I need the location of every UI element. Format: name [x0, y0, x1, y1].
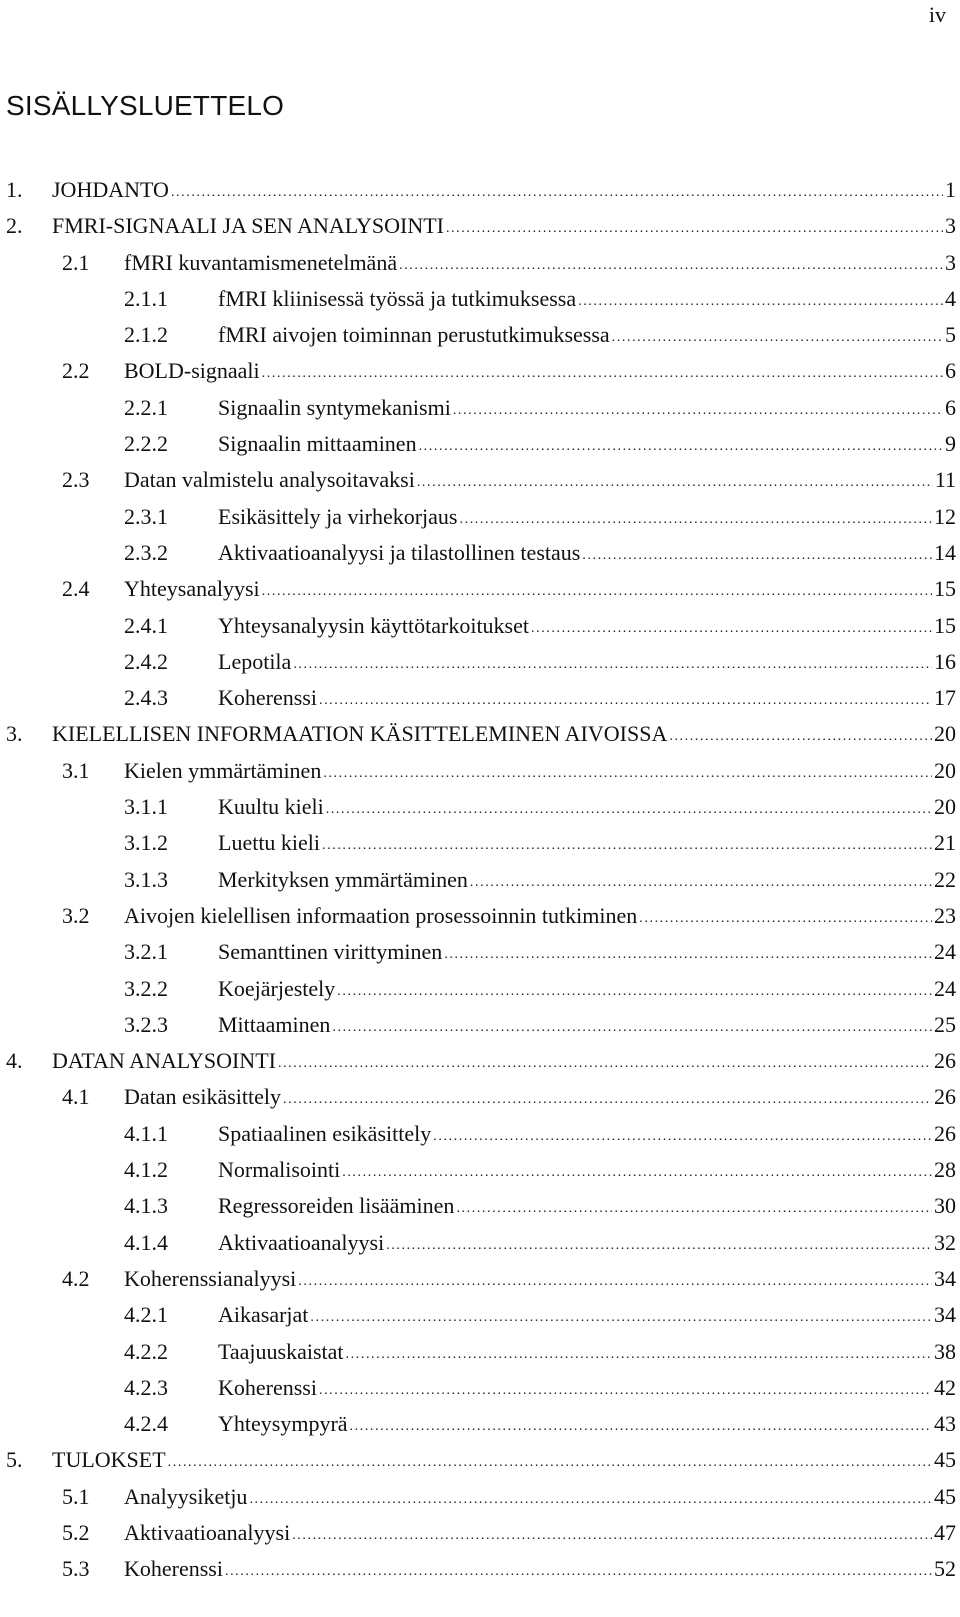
- dot-leader: [298, 1264, 932, 1300]
- toc-entry[interactable]: [0, 1442, 960, 1478]
- dot-leader: [262, 356, 943, 392]
- toc-entry-label: fMRI aivojen toiminnan perustutkimuksessa: [218, 322, 610, 348]
- dot-leader: [578, 284, 943, 320]
- toc-entry-label: KIELELLISEN INFORMAATION KÄSITTELEMINEN AIVOISSA: [52, 721, 668, 747]
- toc-entry-page: 3: [945, 213, 956, 239]
- toc-entry-label: Esikäsittely ja virhekorjaus: [218, 503, 458, 529]
- toc-entry-page: 5: [945, 322, 956, 348]
- toc-entry[interactable]: [0, 1406, 960, 1442]
- toc-entry-page: 4: [945, 285, 956, 311]
- toc-entry-number: 2.2.2: [124, 431, 168, 457]
- toc-entry-page: 24: [934, 975, 956, 1001]
- toc-entry-number: 2.3.2: [124, 539, 168, 565]
- toc-entry-number: 3.1.2: [124, 830, 168, 856]
- dot-leader: [350, 1409, 932, 1445]
- toc-entry-label: JOHDANTO: [52, 177, 169, 202]
- toc-entry[interactable]: [0, 1479, 960, 1515]
- toc-entry[interactable]: [0, 462, 960, 498]
- toc-entry-page: 45: [934, 1483, 956, 1509]
- dot-leader: [456, 1191, 932, 1227]
- toc-entry-page: 26: [934, 1048, 956, 1074]
- toc-entry-label: Aikasarjat: [218, 1302, 309, 1328]
- dot-leader: [319, 1373, 932, 1409]
- dot-leader: [337, 974, 932, 1010]
- toc-entry-page: 34: [934, 1265, 956, 1291]
- toc-entry[interactable]: [0, 644, 960, 680]
- toc-entry-label: Mittaaminen: [218, 1011, 331, 1037]
- toc-entry[interactable]: [0, 426, 960, 462]
- toc-entry[interactable]: [0, 1116, 960, 1152]
- toc-entry[interactable]: [0, 499, 960, 535]
- toc-entry[interactable]: [0, 825, 960, 861]
- toc-entry-label: FMRI-SIGNAALI JA SEN ANALYSOINTI: [52, 213, 444, 239]
- toc-entry[interactable]: [0, 1297, 960, 1333]
- toc-entry-number: 5.: [6, 1447, 23, 1473]
- toc-entry-number: 4.2: [62, 1265, 90, 1291]
- toc-entry-number: 4.2.4: [124, 1411, 168, 1437]
- toc-entry-page: 3: [945, 249, 956, 275]
- toc-entry[interactable]: [0, 753, 960, 789]
- toc-entry-label: BOLD-signaali: [124, 358, 260, 384]
- toc-entry-page: 20: [934, 794, 956, 820]
- toc-entry-number: 5.2: [62, 1519, 90, 1545]
- toc-entry[interactable]: [0, 789, 960, 825]
- toc-entry[interactable]: [0, 245, 960, 281]
- toc-entry-label: Aktivaatioanalyysi: [124, 1519, 291, 1545]
- dot-leader: [460, 502, 933, 538]
- dot-leader: [322, 828, 932, 864]
- toc-entry-label: Regressoreiden lisääminen: [218, 1193, 455, 1219]
- page-number: iv: [928, 2, 946, 27]
- toc-entry-number: 3.1.1: [124, 794, 168, 820]
- dot-leader: [446, 211, 943, 247]
- dot-leader: [342, 1155, 932, 1191]
- toc-entry-number: 2.: [6, 213, 23, 239]
- toc-entry-page: 11: [934, 467, 956, 493]
- table-of-contents: [0, 172, 960, 1588]
- toc-entry[interactable]: [0, 1152, 960, 1188]
- toc-entry-page: 14: [934, 539, 956, 565]
- dot-leader: [417, 465, 933, 501]
- toc-entry-page: 30: [934, 1193, 956, 1219]
- toc-entry-number: 3.2.3: [124, 1011, 168, 1037]
- toc-entry-page: 6: [945, 358, 956, 384]
- toc-entry[interactable]: [0, 1370, 960, 1406]
- toc-entry-number: 2.2.1: [124, 394, 168, 420]
- dot-leader: [470, 865, 932, 901]
- toc-entry-label: Koherenssianalyysi: [124, 1265, 297, 1291]
- dot-leader: [292, 1518, 932, 1554]
- toc-entry-label: Koejärjestely: [218, 975, 336, 1001]
- dot-leader: [262, 574, 932, 610]
- toc-entry[interactable]: [0, 1225, 960, 1261]
- dot-leader: [399, 248, 943, 284]
- toc-entry-number: 2.4.1: [124, 612, 168, 638]
- toc-entry[interactable]: [0, 608, 960, 644]
- toc-entry-label: Normalisointi: [218, 1157, 341, 1183]
- toc-entry-label: Semanttinen virittyminen: [218, 939, 443, 965]
- toc-entry-page: 43: [934, 1411, 956, 1437]
- toc-entry-page: 34: [934, 1302, 956, 1328]
- dot-leader: [346, 1337, 932, 1373]
- toc-entry-page: 21: [934, 830, 956, 856]
- toc-entry-number: 4.1.3: [124, 1193, 168, 1219]
- dot-leader: [310, 1300, 932, 1336]
- dot-leader: [669, 719, 932, 755]
- toc-entry[interactable]: [0, 390, 960, 426]
- toc-entry-page: 47: [934, 1519, 956, 1545]
- dot-leader: [386, 1228, 932, 1264]
- dot-leader: [433, 1119, 932, 1155]
- toc-entry-number: 3.2: [62, 902, 90, 928]
- toc-entry-page: 38: [934, 1338, 956, 1364]
- dot-leader: [444, 937, 932, 973]
- toc-entry[interactable]: [0, 1079, 960, 1115]
- toc-entry-label: Yhteysanalyysi: [124, 576, 260, 602]
- toc-entry-label: Koherenssi: [218, 1374, 317, 1400]
- toc-entry[interactable]: [0, 317, 960, 353]
- toc-entry[interactable]: [0, 1551, 960, 1587]
- dot-leader: [171, 175, 943, 211]
- dot-leader: [582, 538, 932, 574]
- dot-leader: [323, 756, 932, 792]
- dot-leader: [531, 611, 932, 647]
- toc-entry[interactable]: [0, 971, 960, 1007]
- toc-entry-label: Taajuuskaistat: [218, 1338, 344, 1364]
- dot-leader: [278, 1046, 932, 1082]
- dot-leader: [249, 1482, 932, 1518]
- toc-entry-page: 28: [934, 1157, 956, 1183]
- toc-entry[interactable]: [0, 1043, 960, 1079]
- toc-entry-label: Kielen ymmärtäminen: [124, 757, 322, 783]
- toc-entry[interactable]: [0, 1334, 960, 1370]
- toc-entry[interactable]: [0, 172, 960, 208]
- toc-entry-number: 5.3: [62, 1556, 90, 1582]
- toc-entry[interactable]: [0, 716, 960, 752]
- toc-entry-number: 2.4.3: [124, 685, 168, 711]
- toc-entry-number: 3.1.3: [124, 866, 168, 892]
- toc-entry[interactable]: [0, 571, 960, 607]
- toc-entry-label: fMRI kuvantamismenetelmänä: [124, 249, 398, 275]
- toc-entry[interactable]: [0, 934, 960, 970]
- toc-entry-page: 52: [934, 1556, 956, 1582]
- toc-entry-number: 4.1.1: [124, 1120, 168, 1146]
- toc-entry[interactable]: [0, 862, 960, 898]
- toc-entry[interactable]: [0, 1007, 960, 1043]
- dot-leader: [326, 792, 932, 828]
- toc-entry[interactable]: [0, 1261, 960, 1297]
- toc-entry-label: fMRI kliinisessä työssä ja tutkimuksessa: [218, 285, 577, 311]
- toc-entry-page: 6: [945, 394, 956, 420]
- toc-entry-page: 17: [934, 685, 956, 711]
- dot-leader: [612, 320, 943, 356]
- toc-entry-label: Luettu kieli: [218, 830, 321, 856]
- toc-entry-number: 4.: [6, 1048, 23, 1074]
- toc-entry-label: Merkityksen ymmärtäminen: [218, 866, 468, 892]
- toc-entry-page: 15: [934, 612, 956, 638]
- toc-entry-page: 26: [934, 1120, 956, 1146]
- toc-entry-label: Aktivaatioanalyysi: [218, 1229, 385, 1255]
- toc-entry-number: 3.2.1: [124, 939, 168, 965]
- toc-entry-label: Aktivaatioanalyysi ja tilastollinen testaus: [218, 539, 581, 565]
- toc-entry[interactable]: [0, 1188, 960, 1224]
- toc-entry[interactable]: [0, 281, 960, 317]
- toc-entry-label: Datan valmistelu analysoitavaksi: [124, 467, 415, 493]
- toc-entry-label: Aivojen kielellisen informaation prosessoinnin tutkiminen: [124, 902, 638, 928]
- toc-entry[interactable]: [0, 535, 960, 571]
- toc-entry[interactable]: [0, 1515, 960, 1551]
- toc-entry-page: 25: [934, 1011, 956, 1037]
- toc-entry-number: 4.1.2: [124, 1157, 168, 1183]
- toc-entry-number: 3.1: [62, 757, 90, 783]
- toc-entry[interactable]: [0, 353, 960, 389]
- toc-entry-page: 24: [934, 939, 956, 965]
- toc-entry-number: 2.3: [62, 467, 90, 493]
- toc-entry[interactable]: [0, 680, 960, 716]
- toc-entry-number: 4.2.2: [124, 1338, 168, 1364]
- toc-entry-number: 2.1.1: [124, 285, 168, 311]
- toc-entry-page: 16: [934, 648, 956, 674]
- toc-entry-label: Koherenssi: [124, 1556, 223, 1582]
- toc-entry[interactable]: [0, 208, 960, 244]
- toc-entry-number: 2.2: [62, 358, 90, 384]
- toc-entry-page: 23: [934, 902, 956, 928]
- toc-entry-label: Analyysiketju: [124, 1483, 248, 1509]
- toc-entry[interactable]: [0, 898, 960, 934]
- dot-leader: [168, 1445, 932, 1481]
- toc-entry-page: 32: [934, 1229, 956, 1255]
- toc-entry-label: Kuultu kieli: [218, 794, 324, 820]
- toc-entry-number: 2.1: [62, 249, 90, 275]
- toc-entry-label: Signaalin mittaaminen: [218, 431, 417, 457]
- toc-entry-number: 4.2.1: [124, 1302, 168, 1328]
- dot-leader: [639, 901, 932, 937]
- toc-title: SISÄLLYSLUETTELO: [6, 90, 285, 121]
- toc-entry-page: 15: [934, 576, 956, 602]
- toc-entry-page: 20: [934, 757, 956, 783]
- toc-entry-number: 2.4.2: [124, 648, 168, 674]
- dot-leader: [419, 429, 943, 465]
- dot-leader: [293, 647, 932, 683]
- dot-leader: [225, 1554, 932, 1590]
- toc-entry-number: 4.1.4: [124, 1229, 168, 1255]
- toc-entry-label: Lepotila: [218, 648, 292, 674]
- toc-entry-number: 5.1: [62, 1483, 90, 1509]
- toc-entry-page: 26: [934, 1084, 956, 1110]
- toc-entry-number: 2.1.2: [124, 322, 168, 348]
- toc-entry-label: Spatiaalinen esikäsittely: [218, 1120, 432, 1146]
- toc-entry-number: 3.: [6, 721, 23, 747]
- toc-entry-label: Yhteysympyrä: [218, 1411, 348, 1437]
- toc-entry-number: 3.2.2: [124, 975, 168, 1001]
- toc-entry-label: Datan esikäsittely: [124, 1084, 282, 1110]
- toc-entry-page: 12: [934, 503, 956, 529]
- toc-entry-page: 1: [945, 177, 956, 202]
- toc-entry-number: 4.1: [62, 1084, 90, 1110]
- toc-entry-number: 2.3.1: [124, 503, 168, 529]
- dot-leader: [319, 683, 932, 719]
- toc-entry-number: 4.2.3: [124, 1374, 168, 1400]
- toc-entry-label: Koherenssi: [218, 685, 317, 711]
- dot-leader: [332, 1010, 932, 1046]
- toc-entry-number: 1.: [6, 177, 23, 202]
- toc-entry-page: 22: [934, 866, 956, 892]
- toc-entry-page: 42: [934, 1374, 956, 1400]
- toc-entry-label: DATAN ANALYSOINTI: [52, 1048, 276, 1074]
- dot-leader: [283, 1082, 932, 1118]
- dot-leader: [453, 393, 943, 429]
- toc-entry-label: Yhteysanalyysin käyttötarkoitukset: [218, 612, 529, 638]
- toc-entry-label: TULOKSET: [52, 1447, 166, 1473]
- toc-entry-number: 2.4: [62, 576, 90, 602]
- toc-entry-page: 20: [934, 721, 956, 747]
- toc-entry-page: 45: [934, 1447, 956, 1473]
- toc-entry-label: Signaalin syntymekanismi: [218, 394, 451, 420]
- toc-entry-page: 9: [945, 431, 956, 457]
